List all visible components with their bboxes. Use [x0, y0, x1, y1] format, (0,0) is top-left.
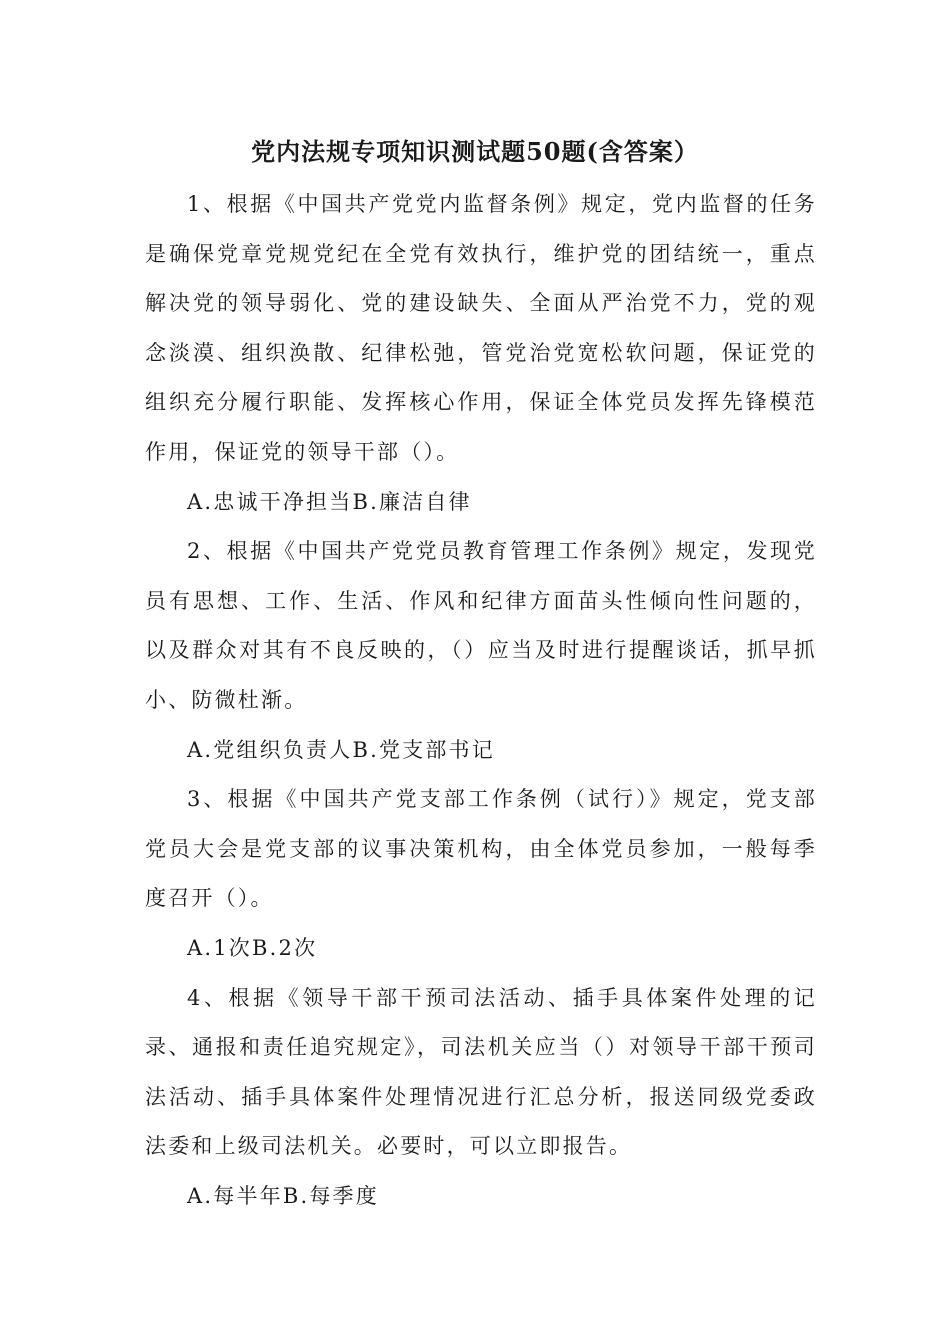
document-body [145, 180, 817, 1221]
question-2-text: 2、根据《中国共产党党员教育管理工作条例》规定，发现党员有思想、工作、生活、作风和纪律方面苗头性倾向性问题的，以及群众对其有不良反映的，（）应当及时进行提醒谈话，抓早抓小、防微杜渐。 [145, 539, 817, 712]
question-1-options: A.忠诚干净担当B.廉洁自律 [187, 489, 472, 514]
question-3-options: A.1次B.2次 [187, 935, 318, 960]
question-2-options: A.党组织负责人B.党支部书记 [187, 737, 495, 762]
question-3-text: 3、根据《中国共产党支部工作条例（试行）》规定，党支部党员大会是党支部的议事决策机构，由全体党员参加，一般每季度召开（）。 [145, 787, 817, 911]
document-title: 党内法规专项知识测试题50题(含答案） [251, 137, 699, 166]
question-4-text: 4、根据《领导干部干预司法活动、插手具体案件处理的记录、通报和责任追究规定》，司法机关应当（）对领导干部干预司法活动、插手具体案件处理情况进行汇总分析，报送同级党委政法委和上级司法机关。必要时，可以立即报告。 [145, 985, 817, 1159]
question-4-options: A.每半年B.每季度 [187, 1183, 379, 1208]
question-1-text: 1、根据《中国共产党党内监督条例》规定，党内监督的任务是确保党章党规党纪在全党有效执行，维护党的团结统一，重点解决党的领导弱化、党的建设缺失、全面从严治党不力，党的观念淡漠、组织涣散、纪律松弛，管党治党宽松软问题，保证党的组织充分履行职能、发挥核心作用，保证全体党员发挥先锋模范作用，保证党的领导干部（）。 [145, 192, 817, 464]
